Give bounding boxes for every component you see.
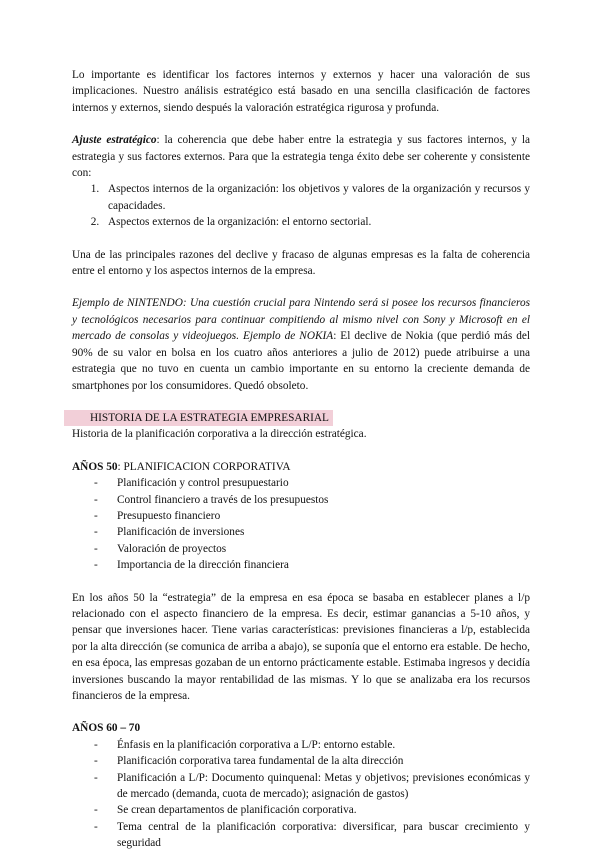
anos6070-item: - Planificación corporativa tarea fundamental de la alta dirección <box>94 753 530 769</box>
historia-heading-row <box>72 410 530 426</box>
anos6070-item: - Se crean departamentos de planificación corporativa. <box>94 802 530 818</box>
anos6070-item: - Énfasis en la planificación corporativa a L/P: entorno estable. <box>94 737 530 753</box>
anos6070-item: - Planificación a L/P: Documento quinquenal: Metas y objetivos; previsiones económicas y de mercado (demanda, cuota de mercado); asignación de gastos) <box>94 770 530 803</box>
anos50-item: - Planificación de inversiones <box>94 524 530 540</box>
intro-paragraph: Lo importante es identificar los factores internos y externos y hacer una valoración de sus implicaciones. Nuestro análisis estratégico está basado en una sencilla clasificación de factores internos y externos, siendo después la valoración estratégica rigurosa y profunda. <box>72 69 530 114</box>
ajuste-term: Ajuste estratégico <box>72 134 157 147</box>
anos50-paragraph: En los años 50 la “estrategia” de la empresa en esa época se basaba en establecer planes a l/p relacionado con el aspecto financiero de la empresa. Es decir, estimar ganancias a 5-10 años, y pensar que inversiones hacer. Tiene varias características: previsiones financieras a l/p, establecida por la alta dirección (se comunica de arriba a abajo), se suponía que el entorno era estable. De hecho, en esa época, las empresas gozaban de un entorno prácticamente estable. Estimaba ingresos y decidía inversiones buscando la mayor rentabilidad de las mismas. Y lo que se analizaba era los recursos financieros de la empresa. <box>72 591 530 702</box>
anos50-heading <box>72 459 530 475</box>
anos6070-item: - Tema central de la planificación corporativa: diversificar, para buscar crecimiento y seguridad <box>94 819 530 852</box>
anos50-list <box>72 475 530 573</box>
declive-paragraph: Una de las principales razones del declive y fracaso de algunas empresas es la falta de coherencia entre el entorno y los aspectos internos de la empresa. <box>72 248 530 278</box>
anos50-item: - Importancia de la dirección financiera <box>94 557 530 573</box>
ajuste-list <box>72 181 530 230</box>
anos50-item: - Control financiero a través de los presupuestos <box>94 492 530 508</box>
anos50-item: - Presupuesto financiero <box>94 508 530 524</box>
anos50-item: - Planificación y control presupuestario <box>94 475 530 491</box>
ajuste-text: : la coherencia que debe haber entre la estrategia y sus factores internos, y la estrategia y sus factores externos. Para que la estrategia tenga éxito debe ser coherente y consistente con: <box>72 134 531 180</box>
ajuste-item-2: 2. Aspectos externos de la organización: el entorno sectorial. <box>102 214 530 230</box>
historia-subtitle: Historia de la planificación corporativa a la dirección estratégica. <box>72 428 367 441</box>
anos6070-heading: AÑOS 60 – 70 <box>72 722 141 735</box>
ajuste-paragraph <box>72 132 530 181</box>
ajuste-item-1: 1. Aspectos internos de la organización: los objetivos y valores de la organización y recursos y capacidades. <box>102 181 530 214</box>
historia-heading: HISTORIA DE LA ESTRATEGIA EMPRESARIAL <box>64 410 333 426</box>
anos50-heading-strong: AÑOS 50 <box>72 460 118 473</box>
anos50-item: - Valoración de proyectos <box>94 541 530 557</box>
nokia-text: : El declive de Nokia (que perdió más del 90% de su valor en bolsa en los cuatro años anteriores a julio de 2012) puede atribuirse a una estrategia que no tuvo en cuenta un cambio importante en su entorno la creciente demanda de smartphones por los consumidores. Quedó obsoleto. <box>72 330 531 392</box>
anos6070-list <box>72 737 530 852</box>
anos50-heading-rest: : PLANIFICACION CORPORATIVA <box>117 460 291 473</box>
document-page <box>72 67 530 852</box>
nokia-label: Ejemplo de NOKIA <box>243 330 334 343</box>
nintendo-example: Ejemplo de NINTENDO: Una cuestión crucial para Nintendo será si posee los recursos financieros y tecnológicos necesarios para continuar compitiendo al mismo nivel con Sony y Microsoft en el mercado de consolas y videojuegos. <box>72 297 530 343</box>
ejemplos-paragraph <box>72 295 530 393</box>
